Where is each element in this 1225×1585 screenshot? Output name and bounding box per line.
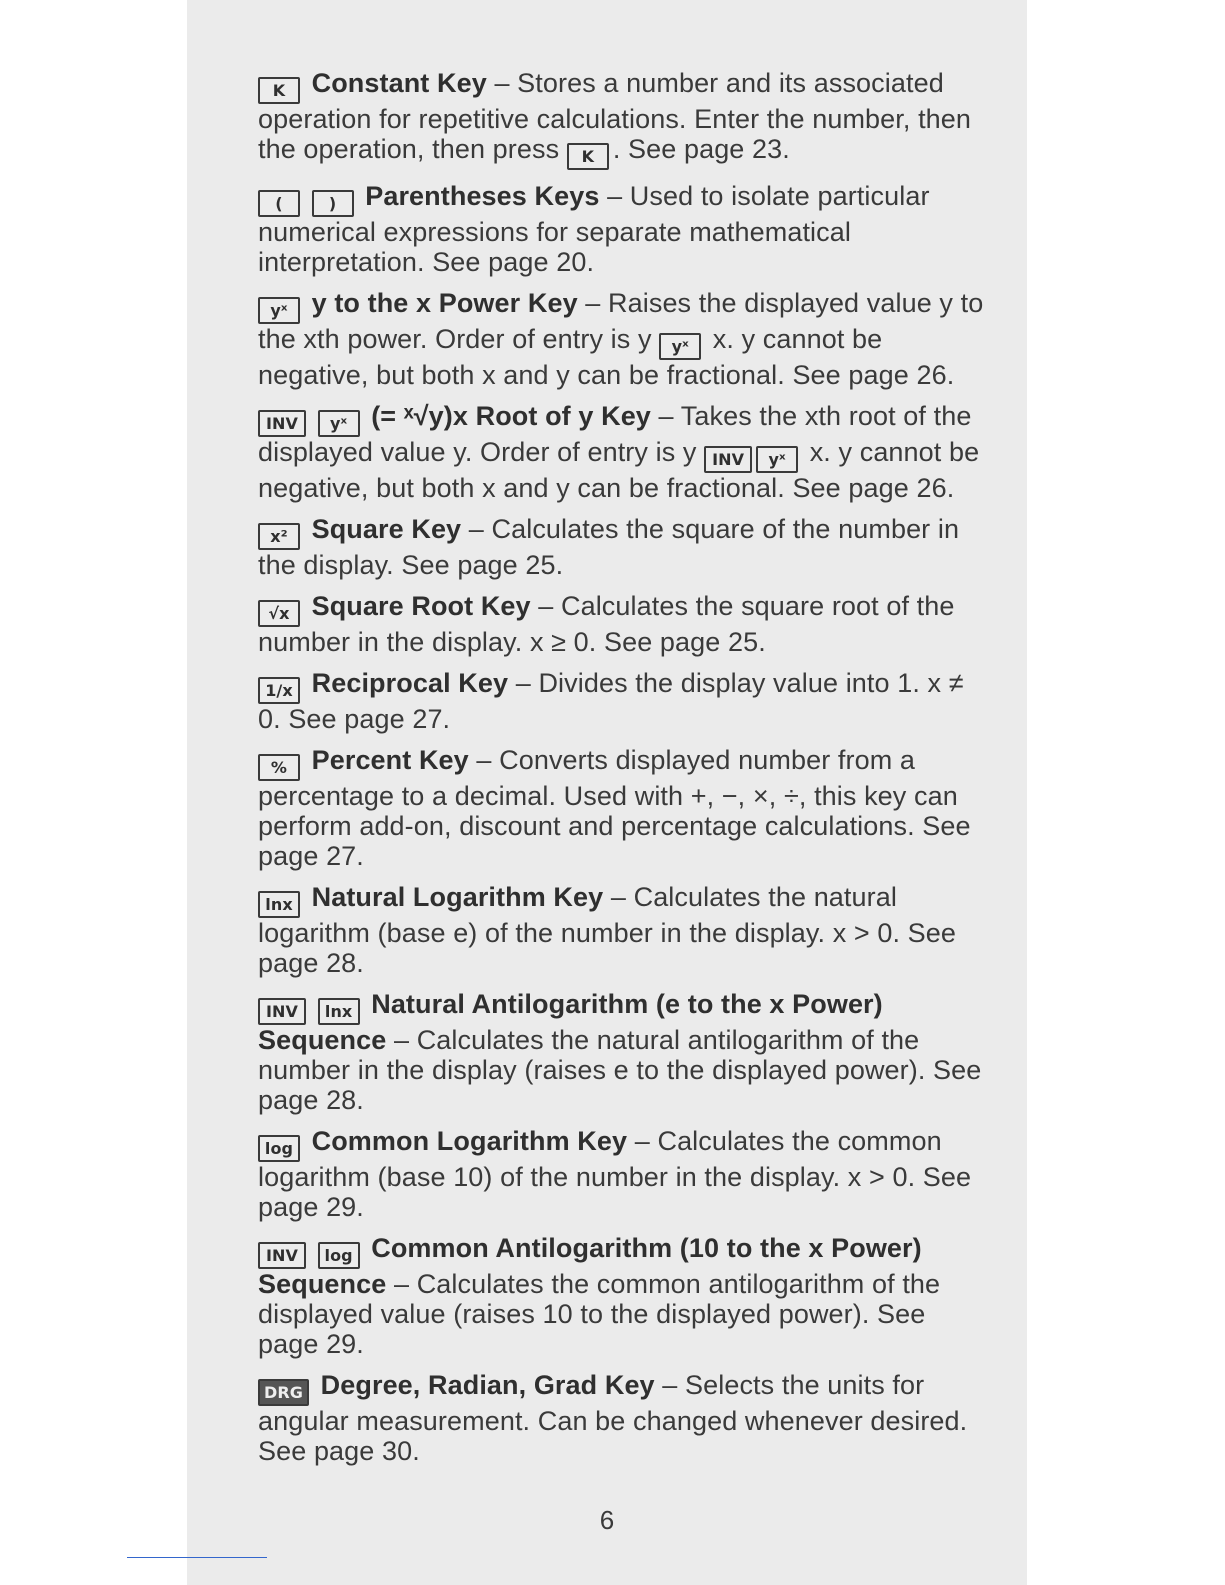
entry-reciprocal-key: 1/x Reciprocal Key – Divides the display value into 1. x ≠ 0. See page 27. — [258, 668, 964, 734]
entry-square-root-key: √x Square Root Key – Calculates the square root of the number in the display. x ≥ 0. See page 25. — [258, 591, 955, 657]
entry-title: Square Root Key — [311, 591, 531, 621]
entry-drg-key: DRG Degree, Radian, Grad Key – Selects the units for angular measurement. Can be changed whenever desired. See page 30. — [258, 1370, 968, 1466]
y-to-x-key-icon: yˣ — [318, 410, 360, 437]
entry-title: Parentheses Keys — [365, 181, 600, 211]
entry-text: Used to isolate particular numerical expressions for separate mathematical interpretation. See page 20. — [258, 181, 930, 277]
entry-text: Calculates the natural antilogarithm of the number in the display (raises e to the displayed power). See page 28. — [258, 1025, 982, 1115]
entry-text: Takes the xth root of the displayed value y. Order of entry is y — [258, 401, 972, 467]
percent-key-icon: % — [258, 754, 300, 781]
entry-title: Common Antilogarithm (10 to the x Power) Sequence — [258, 1233, 922, 1299]
entry-natural-antilog-sequence: INV lnx Natural Antilogarithm (e to the x Power) Sequence – Calculates the natural antilogarithm of the number in the display (raises e to the displayed power). See page 28. — [258, 989, 982, 1115]
inv-key-icon: INV — [258, 1242, 306, 1269]
entry-common-log-key: log Common Logarithm Key – Calculates the common logarithm (base 10) of the number in the display. x > 0. See page 29. — [258, 1126, 972, 1222]
entry-title: Percent Key — [311, 745, 469, 775]
log-key-icon: log — [258, 1135, 300, 1162]
entry-text: Calculates the square of the number in the display. See page 25. — [258, 514, 960, 580]
entry-text: Selects the units for angular measurement. Can be changed whenever desired. See page 30. — [258, 1370, 968, 1466]
k-key-icon: K — [567, 143, 609, 170]
entry-text: Calculates the common antilogarithm of the displayed value (raises 10 to the displayed power). See page 29. — [258, 1269, 941, 1359]
entry-title: Degree, Radian, Grad Key — [320, 1370, 655, 1400]
entry-parentheses-keys: ( ) Parentheses Keys – Used to isolate particular numerical expressions for separate mathematical interpretation. See page 20. — [258, 181, 930, 277]
page-number: 6 — [599, 1505, 615, 1535]
entry-title: Square Key — [311, 514, 462, 544]
entry-title: Natural Antilogarithm (e to the x Power) Sequence — [258, 989, 883, 1055]
y-to-x-key-icon: yˣ — [258, 297, 300, 324]
entry-square-key: x² Square Key – Calculates the square of the number in the display. See page 25. — [258, 514, 960, 580]
entry-text: Calculates the square root of the number in the display. x ≥ 0. See page 25. — [258, 591, 955, 657]
y-to-x-key-icon: yˣ — [659, 333, 701, 360]
drg-key-icon: DRG — [258, 1379, 309, 1406]
close-paren-key-icon: ) — [312, 190, 354, 217]
entry-text: Calculates the natural logarithm (base e) of the number in the display. x > 0. See page 28. — [258, 882, 957, 978]
entry-natural-log-key: lnx Natural Logarithm Key – Calculates the natural logarithm (base e) of the number in the display. x > 0. See page 28. — [258, 882, 957, 978]
entry-text: Stores a number and its associated operation for repetitive calculations. Enter the number, then the operation, then press — [258, 68, 972, 164]
open-paren-key-icon: ( — [258, 190, 300, 217]
k-key-icon: K — [258, 77, 300, 104]
key-descriptions — [258, 68, 988, 1477]
entry-common-antilog-sequence: INV log Common Antilogarithm (10 to the x Power) Sequence – Calculates the common antilogarithm of the displayed value (raises 10 to the displayed power). See page 29. — [258, 1233, 941, 1359]
entry-text: Divides the display value into 1. x ≠ 0. See page 27. — [258, 668, 964, 734]
y-to-x-key-icon: yˣ — [756, 446, 798, 473]
inv-key-icon: INV — [258, 998, 306, 1025]
inv-key-icon: INV — [704, 446, 752, 473]
footnote-rule — [127, 1557, 267, 1558]
entry-power-key: yˣ y to the x Power Key – Raises the displayed value y to the xth power. Order of entry is y yˣ x. y cannot be negative, but both x and y can be fractional. See page 26. — [258, 288, 984, 390]
entry-title: Natural Logarithm Key — [311, 882, 604, 912]
entry-title: Common Logarithm Key — [311, 1126, 628, 1156]
entry-constant-key: K Constant Key – Stores a number and its associated operation for repetitive calculations. Enter the number, then the operation, then press K . See page 23. — [258, 68, 988, 170]
entry-title: Constant Key — [311, 68, 487, 98]
lnx-key-icon: lnx — [318, 998, 360, 1025]
manual-page — [187, 0, 1027, 1585]
log-key-icon: log — [318, 1242, 360, 1269]
entry-title: y to the x Power Key — [311, 288, 578, 318]
entry-text: Converts displayed number from a percentage to a decimal. Used with +, −, ×, ÷, this key can perform add-on, discount and percentage calculations. See page 27. — [258, 745, 971, 871]
reciprocal-key-icon: 1/x — [258, 677, 300, 704]
entry-title: (= ˣ√y)x Root of y Key — [371, 401, 651, 431]
entry-percent-key: % Percent Key – Converts displayed number from a percentage to a decimal. Used with +, −, ×, ÷, this key can perform add-on, discount and percentage calculations. See page 27. — [258, 745, 971, 871]
entry-text: Calculates the common logarithm (base 10) of the number in the display. x > 0. See page 29. — [258, 1126, 972, 1222]
entry-title: Reciprocal Key — [311, 668, 509, 698]
inv-key-icon: INV — [258, 410, 306, 437]
x-squared-key-icon: x² — [258, 523, 300, 550]
lnx-key-icon: lnx — [258, 891, 300, 918]
entry-text: Raises the displayed value y to the xth power. Order of entry is y — [258, 288, 984, 354]
square-root-key-icon: √x — [258, 600, 300, 627]
entry-root-key: INV yˣ (= ˣ√y)x Root of y Key – Takes the xth root of the displayed value y. Order of entry is y INV yˣ x. y cannot be negative, but both x and y can be fractional. See page 26. — [258, 401, 980, 503]
